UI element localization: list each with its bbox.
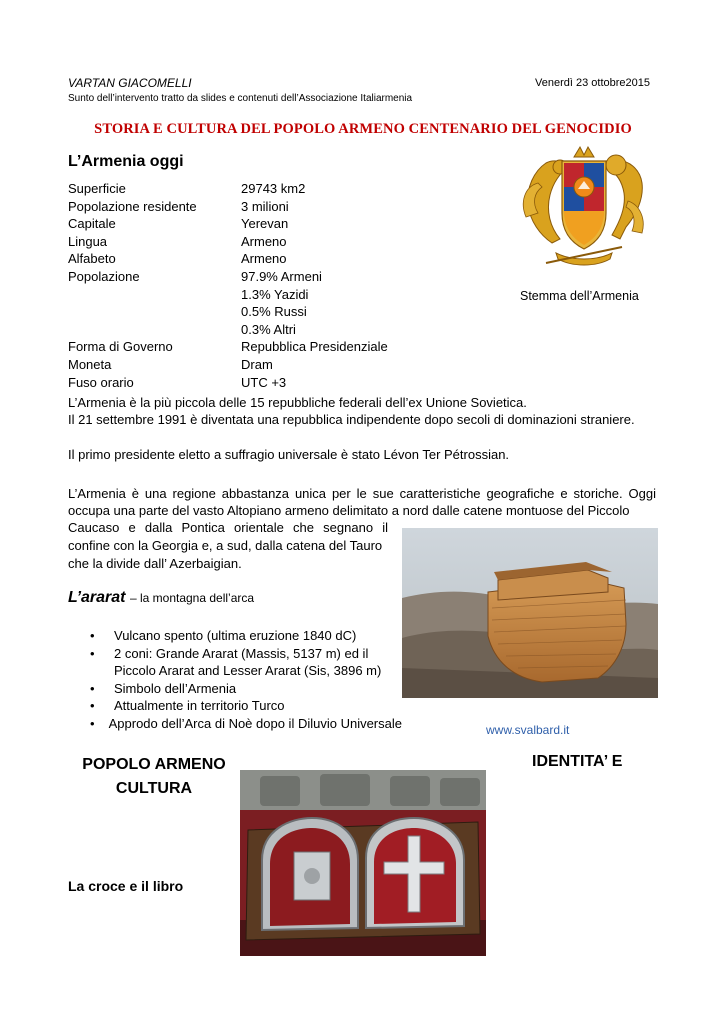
fact-row xyxy=(68,180,388,198)
fact-value: Armeno xyxy=(241,251,287,267)
fact-row xyxy=(68,215,388,233)
fact-row xyxy=(68,286,388,304)
fact-row xyxy=(68,356,388,374)
paragraph-first-president: Il primo presidente eletto a suffragio universale è stato Lévon Ter Pétrossian. xyxy=(68,447,510,462)
list-item xyxy=(90,662,402,680)
fact-row xyxy=(68,250,388,268)
list-item-text: 2 coni: Grande Ararat (Massis, 5137 m) ed il xyxy=(114,645,369,661)
fact-row xyxy=(68,303,388,321)
fact-value: Armeno xyxy=(241,233,287,249)
paragraph-smallest-republic: L’Armenia è la più piccola delle 15 repubbliche federali dell’ex Unione Sovietica. xyxy=(68,395,527,410)
subtitle: Sunto dell’intervento tratto da slides e contenuti dell’Associazione Italiarmenia xyxy=(68,93,413,104)
fact-row xyxy=(68,268,388,286)
fact-key: Fuso orario xyxy=(68,374,134,390)
list-item-text: Piccolo Ararat and Lesser Ararat (Sis, 3896 m) xyxy=(114,663,382,679)
fact-key: Capitale xyxy=(68,216,116,232)
list-item xyxy=(90,645,402,663)
noah-ark-image xyxy=(402,528,658,698)
ararat-heading xyxy=(68,589,254,607)
fact-value: Yerevan xyxy=(241,216,289,232)
fact-value: 1.3% Yazidi xyxy=(241,286,309,302)
paragraph-geography: L’Armenia è una regione abbastanza unica per le sue caratteristiche geografiche e storiche. Oggi occupa una parte del vasto Altopiano armeno delimitato a nord dalle catene montuose del Piccolo xyxy=(68,486,656,519)
fact-value: 97.9% Armeni xyxy=(241,268,322,284)
fact-row xyxy=(68,338,388,356)
fact-value: 0.3% Altri xyxy=(241,321,296,337)
paragraph-geography-line: confine con la Georgia e, a sud, dalla catena del Tauro xyxy=(68,538,383,553)
section-heading-armenia-oggi: L’Armenia oggi xyxy=(68,153,184,170)
bullet-icon: • xyxy=(90,645,95,661)
bullet-icon: • xyxy=(90,628,95,643)
fact-value: Dram xyxy=(241,356,273,372)
heading-identita: IDENTITA’ E xyxy=(532,753,623,770)
author-name: VARTAN GIACOMELLI xyxy=(68,76,192,90)
list-item xyxy=(90,715,402,733)
fact-row xyxy=(68,321,388,339)
list-item-text: Approdo dell’Arca di Noè dopo il Diluvio Universale xyxy=(108,715,402,731)
heading-line: POPOLO ARMENO xyxy=(82,756,226,773)
ararat-subtitle: – la montagna dell’arca xyxy=(129,591,255,605)
fact-key: Popolazione residente xyxy=(68,198,197,214)
list-item xyxy=(90,697,402,715)
cross-and-book-image xyxy=(240,770,486,956)
image-credit-link[interactable]: www.svalbard.it xyxy=(486,723,570,737)
facts-table xyxy=(68,180,388,391)
fact-value: 0.5% Russi xyxy=(241,304,307,320)
fact-row xyxy=(68,198,388,216)
fact-row xyxy=(68,374,388,392)
fact-row xyxy=(68,233,388,251)
list-item-text: Simbolo dell’Armenia xyxy=(114,680,237,696)
page-title: STORIA E CULTURA DEL POPOLO ARMENO CENTENARIO DEL GENOCIDIO xyxy=(94,121,632,137)
fact-key: Alfabeto xyxy=(68,251,116,267)
fact-key: Superficie xyxy=(68,181,126,196)
fact-key: Forma di Governo xyxy=(68,339,173,355)
heading-line: CULTURA xyxy=(115,780,193,797)
fact-key: Moneta xyxy=(68,356,112,372)
fact-key xyxy=(68,321,241,339)
list-item xyxy=(90,627,402,645)
fact-key: Lingua xyxy=(68,233,108,249)
paragraph-geography-line: Caucaso e dalla Pontica orientale che segnano il xyxy=(68,520,388,535)
fact-value: 3 milioni xyxy=(241,198,289,214)
coat-caption: Stemma dell’Armenia xyxy=(520,289,639,303)
fact-key xyxy=(68,286,241,304)
bullet-icon: • xyxy=(90,680,95,696)
bullet-spacer xyxy=(90,662,114,680)
ararat-bullet-list xyxy=(90,627,402,733)
fact-value: UTC +3 xyxy=(241,374,287,390)
list-item xyxy=(90,680,402,698)
bullet-icon: • xyxy=(90,698,95,714)
list-item-text: Vulcano spento (ultima eruzione 1840 dC) xyxy=(114,628,357,643)
paragraph-independence: Il 21 settembre 1991 è diventata una repubblica indipendente dopo secoli di dominazioni straniere. xyxy=(68,412,635,427)
caption-croce-libro: La croce e il libro xyxy=(68,878,184,894)
ararat-title: L’ararat xyxy=(68,589,126,606)
bullet-icon: • xyxy=(90,715,95,731)
list-item-text: Attualmente in territorio Turco xyxy=(114,698,285,714)
fact-key xyxy=(68,303,241,321)
date: Venerdì 23 ottobre2015 xyxy=(535,77,650,89)
fact-value: 29743 km2 xyxy=(241,181,306,196)
heading-popolo-armeno xyxy=(74,753,234,801)
fact-value: Repubblica Presidenziale xyxy=(241,339,388,355)
coat-of-arms-image xyxy=(516,143,653,273)
paragraph-geography-line: che la divide dall’ Azerbaigian. xyxy=(68,556,242,571)
fact-key: Popolazione xyxy=(68,268,140,284)
